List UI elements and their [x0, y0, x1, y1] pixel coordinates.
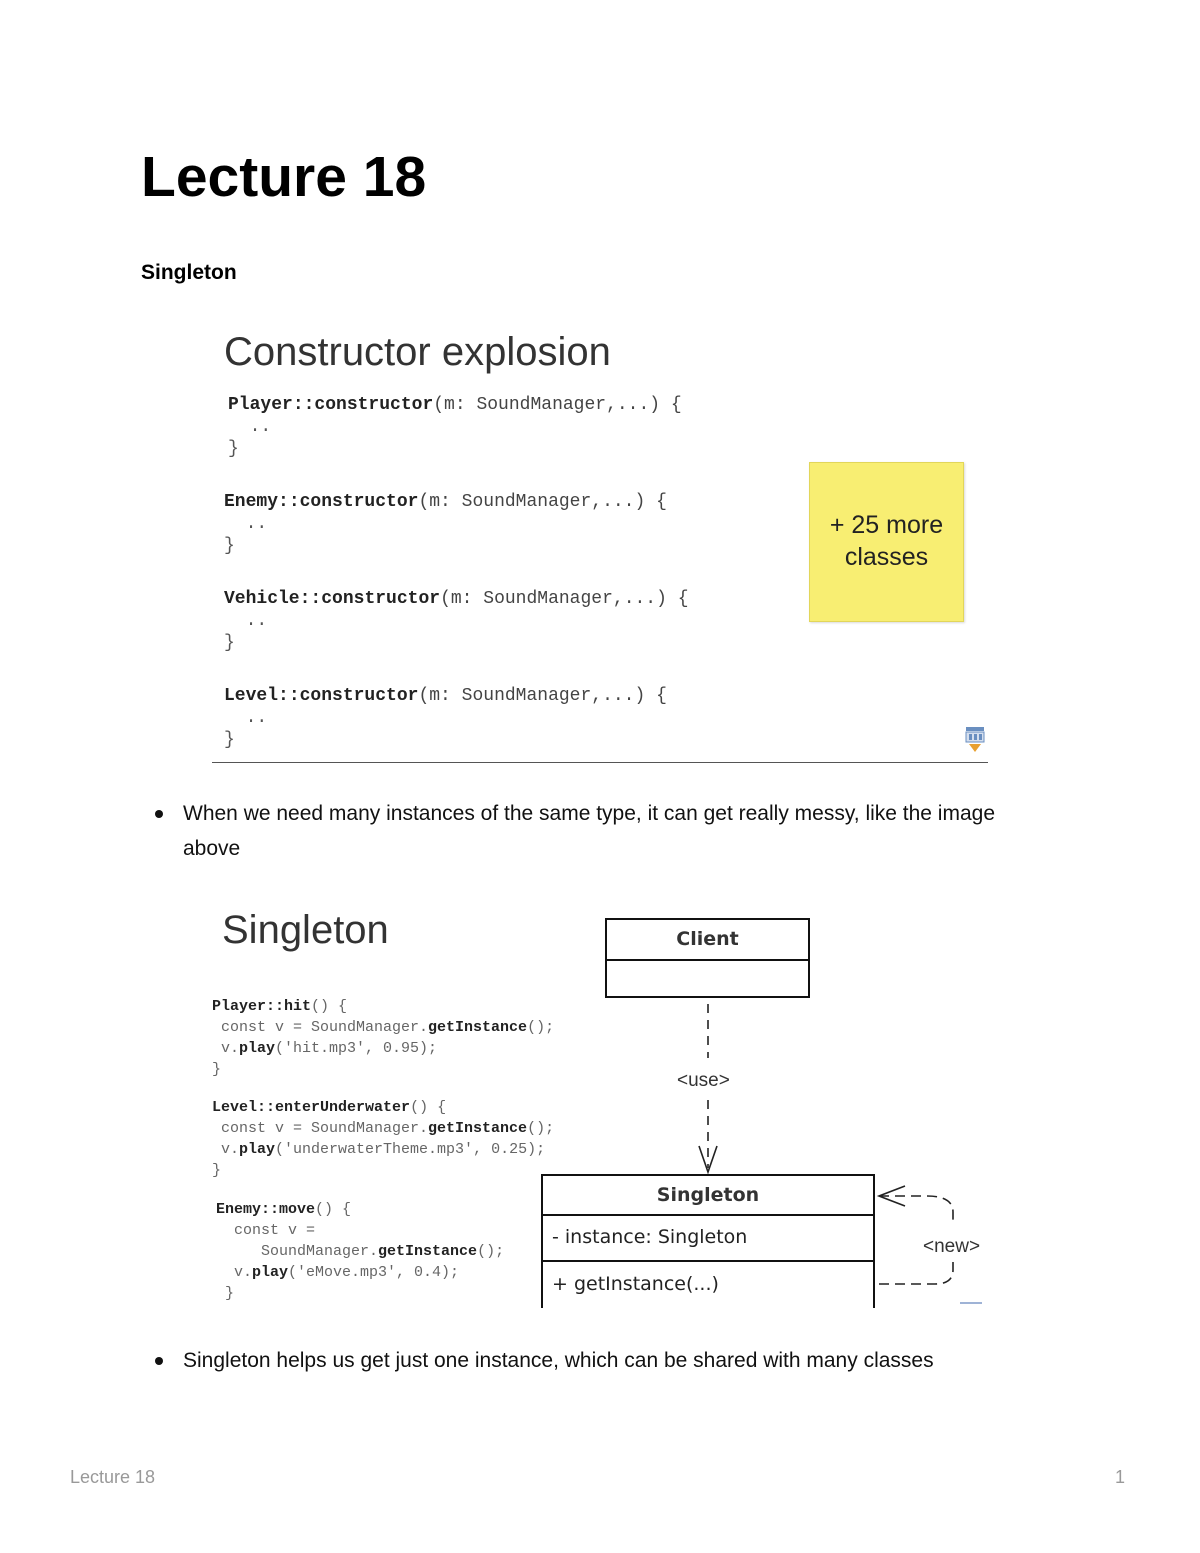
slide-title: Constructor explosion	[224, 330, 611, 374]
uml-singleton-attribute: - instance: Singleton	[552, 1226, 748, 1248]
bullet-text: Singleton helps us get just one instance, which can be shared with many classes	[183, 1349, 934, 1372]
slide-edge-mark-icon	[960, 1302, 984, 1306]
bullet-text: When we need many instances of the same type, it can get really messy, like the image above	[183, 802, 996, 860]
code-block-player: Player::constructor(m: SoundManager,...) { .. }	[228, 395, 682, 459]
code-player-hit: Player::hit() { const v = SoundManager.getInstance(); v.play('hit.mp3', 0.95); }	[212, 998, 555, 1078]
slide-title: Singleton	[222, 908, 389, 952]
bullet-marker	[155, 1357, 163, 1365]
uml-client-name: Client	[676, 928, 739, 950]
singleton-slide	[210, 896, 990, 1308]
uml-singleton-name: Singleton	[656, 1184, 760, 1206]
university-logo-icon	[964, 726, 986, 754]
code-level-enterunderwater: Level::enterUnderwater() { const v = SoundManager.getInstance(); v.play('underwaterTheme.mp3', 0.25); }	[212, 1099, 555, 1179]
code-block-vehicle: Vehicle::constructor(m: SoundManager,...) { .. }	[224, 589, 689, 653]
code-block-enemy: Enemy::constructor(m: SoundManager,...) { .. }	[224, 492, 667, 556]
uml-client-class	[605, 918, 810, 998]
uml-singleton-operation: + getInstance(...)	[552, 1273, 719, 1295]
constructor-explosion-slide	[212, 322, 988, 763]
code-block-level: Level::constructor(m: SoundManager,...) { .. }	[224, 686, 667, 750]
code-enemy-move: Enemy::move() { const v = SoundManager.getInstance(); v.play('eMove.mp3', 0.4); }	[216, 1201, 505, 1302]
document-title: Lecture 18	[141, 145, 427, 209]
uml-new-label: <new>	[923, 1236, 981, 1257]
uml-use-label: <use>	[677, 1070, 730, 1091]
page-number: 1	[1115, 1467, 1126, 1487]
uml-singleton-class	[541, 1174, 875, 1308]
section-heading: Singleton	[141, 261, 237, 284]
bullet-marker	[155, 810, 163, 818]
sticky-note	[809, 462, 964, 622]
footer-label: Lecture 18	[70, 1467, 156, 1487]
sticky-note-text: + 25 more classes	[829, 511, 944, 571]
